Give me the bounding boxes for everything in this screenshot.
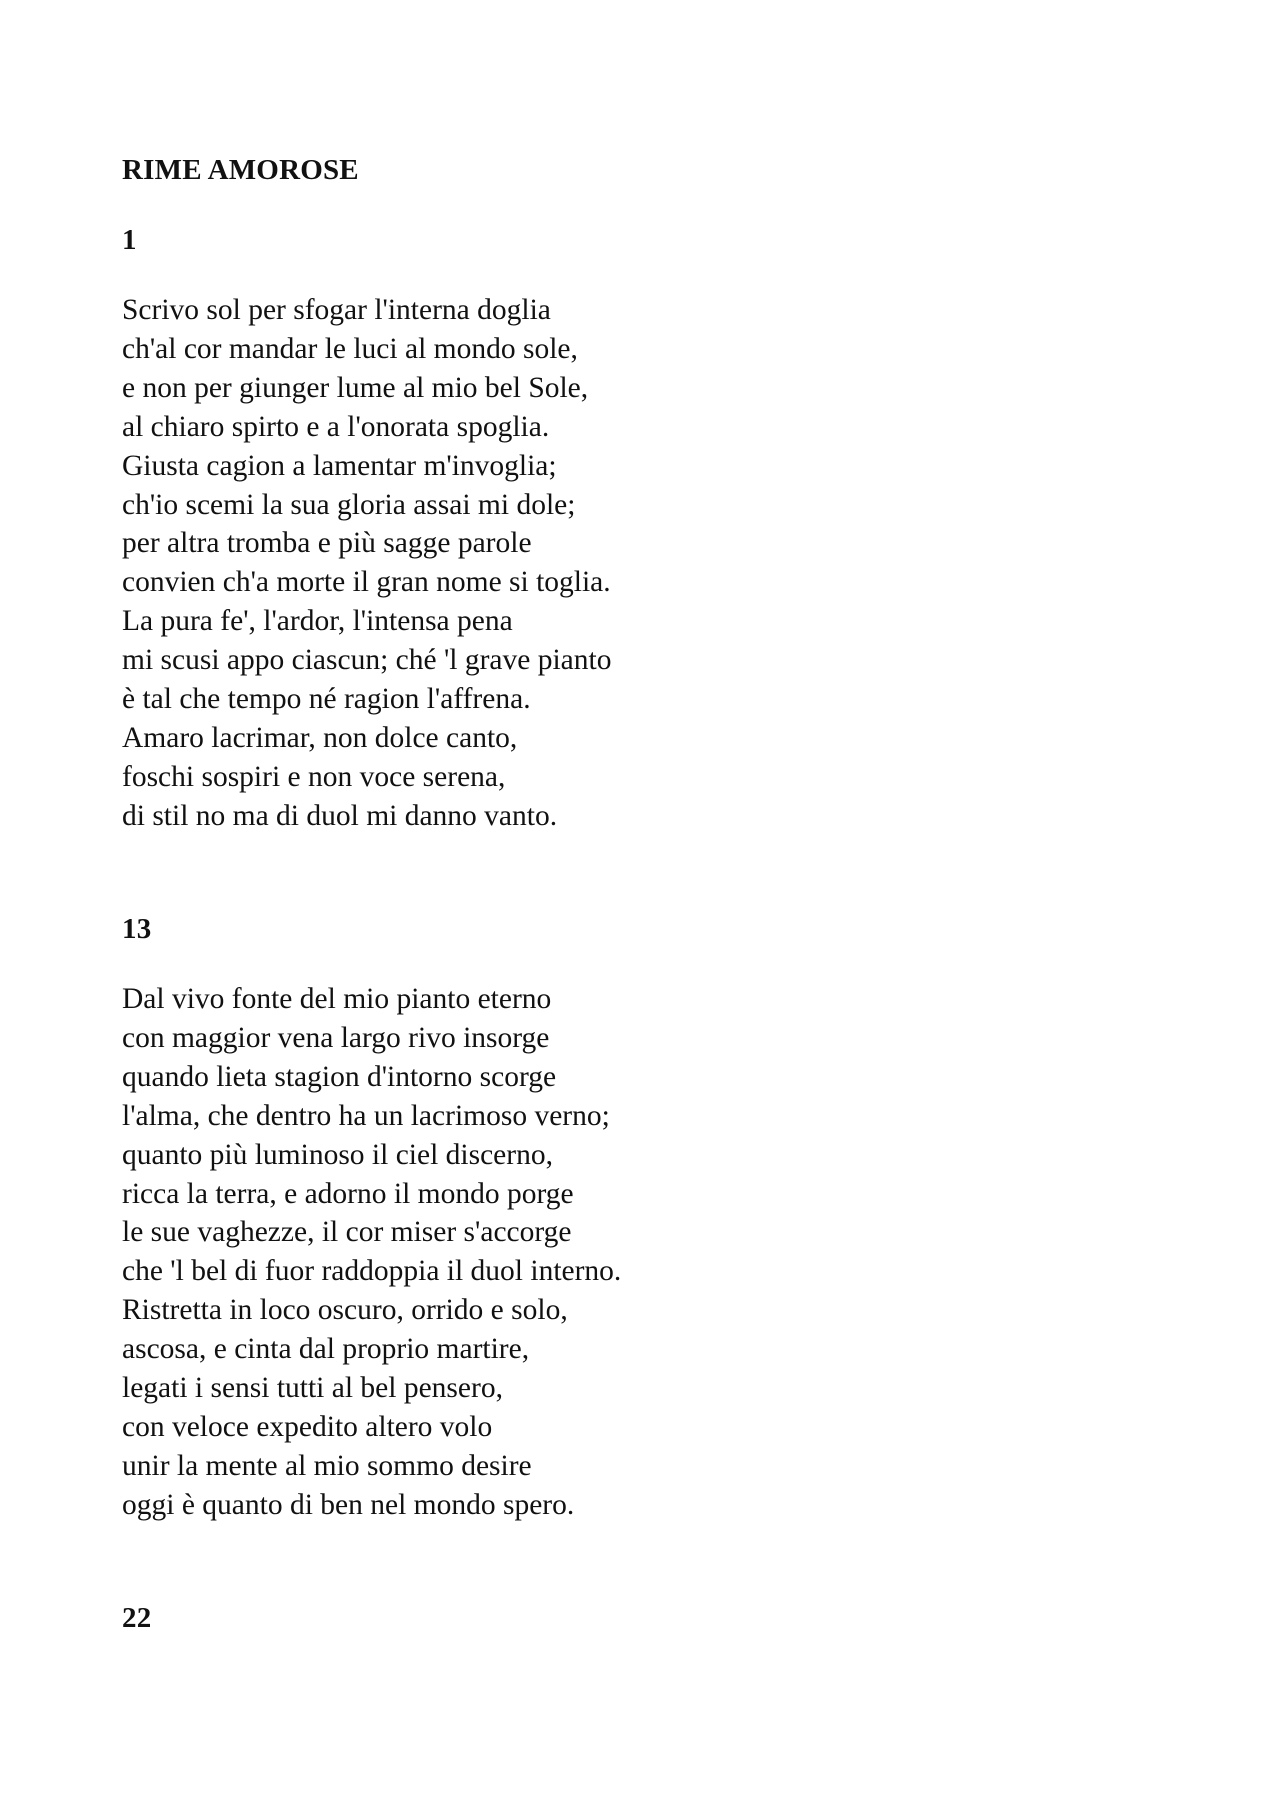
poem-line: Giusta cagion a lamentar m'invoglia; (122, 449, 557, 482)
poem-line: l'alma, che dentro ha un lacrimoso verno; (122, 1099, 610, 1132)
poem-line: con maggior vena largo rivo insorge (122, 1021, 550, 1054)
section-title: RIME AMOROSE (122, 154, 359, 186)
poem-line: foschi sospiri e non voce serena, (122, 760, 506, 793)
poem-line: le sue vaghezze, il cor miser s'accorge (122, 1216, 572, 1249)
poem-line: e non per giunger lume al mio bel Sole, (122, 371, 589, 404)
poem-line: quanto più luminoso il ciel discerno, (122, 1138, 553, 1171)
poem-line: ricca la terra, e adorno il mondo porge (122, 1177, 574, 1210)
poem-line: convien ch'a morte il gran nome si toglia. (122, 566, 611, 599)
poem-number: 1 (122, 224, 137, 256)
poem-line: Amaro lacrimar, non dolce canto, (122, 721, 518, 754)
poem-number: 13 (122, 913, 152, 945)
poem-line: legati i sensi tutti al bel pensero, (122, 1372, 503, 1405)
poem-line: ascosa, e cinta dal proprio martire, (122, 1333, 530, 1366)
poem-line: unir la mente al mio sommo desire (122, 1449, 532, 1482)
poem-line: Ristretta in loco oscuro, orrido e solo, (122, 1294, 568, 1327)
poem-line: ch'io scemi la sua gloria assai mi dole; (122, 488, 576, 521)
poem-line: di stil no ma di duol mi danno vanto. (122, 799, 558, 832)
poem-1 (122, 291, 611, 836)
poem-13 (122, 980, 621, 1525)
poem-line: è tal che tempo né ragion l'affrena. (122, 683, 531, 716)
poem-line: per altra tromba e più sagge parole (122, 527, 532, 560)
poem-line: Scrivo sol per sfogar l'interna doglia (122, 294, 551, 326)
poem-line: quando lieta stagion d'intorno scorge (122, 1060, 557, 1093)
poem-line: Dal vivo fonte del mio pianto eterno (122, 983, 552, 1015)
poem-number: 22 (122, 1602, 152, 1634)
poem-line: con veloce expedito altero volo (122, 1410, 493, 1443)
poem-line: mi scusi appo ciascun; ché 'l grave pianto (122, 644, 612, 677)
poem-line: che 'l bel di fuor raddoppia il duol interno. (122, 1255, 622, 1288)
poem-line: La pura fe', l'ardor, l'intensa pena (122, 605, 513, 638)
poem-line: oggi è quanto di ben nel mondo spero. (122, 1488, 575, 1521)
poem-line: ch'al cor mandar le luci al mondo sole, (122, 332, 578, 365)
poem-line: al chiaro spirto e a l'onorata spoglia. (122, 410, 550, 443)
